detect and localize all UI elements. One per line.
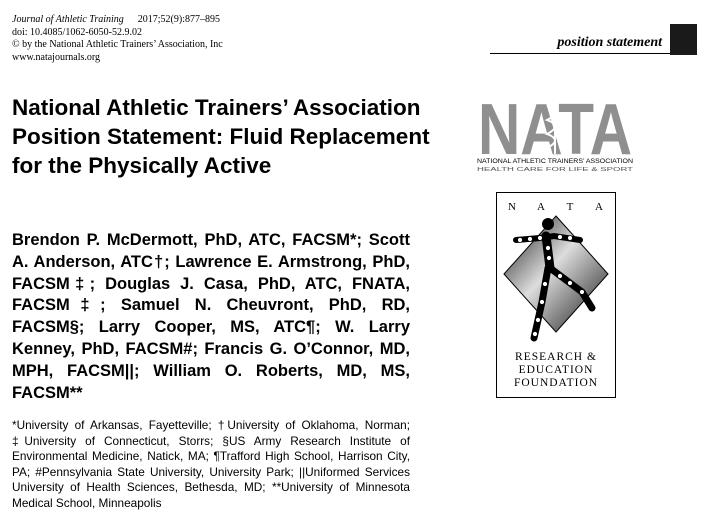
foundation-line-3: FOUNDATION <box>513 377 599 389</box>
nata-logo-org-name: NATIONAL ATHLETIC TRAINERS’ ASSOCIATION <box>477 158 634 165</box>
journal-meta <box>12 14 223 64</box>
nata-logo-letters: NATA <box>478 92 632 170</box>
copyright: © by the National Athletic Trainers’ Association, Inc <box>12 39 223 50</box>
nata-logo-tagline: HEALTH CARE FOR LIFE & SPORT <box>477 167 633 172</box>
journal-name: Journal of Athletic Training <box>12 14 124 25</box>
foundation-letter-n: N <box>508 201 516 213</box>
nata-logo <box>475 92 635 172</box>
foundation-line-2: EDUCATION <box>518 364 594 376</box>
article-title: National Athletic Trainers’ Association Position Statement: Fluid Replacement for the Physically Active <box>12 95 430 178</box>
affiliations: *University of Arkansas, Fayetteville; †University of Oklahoma, Norman; ‡University of Connecticut, Storrs; §US Army Research Institute of Environmental Medicine, Natick, MA; ¶Trafford High School, Harrison City, PA; #Pennsylvania State University, University Park; ||Uniformed Services University of Health Sciences, Bethesda, MD; **University of Minnesota Medical School, Minneapolis <box>12 418 410 510</box>
foundation-letter-a1: A <box>537 201 545 213</box>
foundation-letter-t: T <box>566 201 574 213</box>
author-list: Brendon P. McDermott, PhD, ATC, FACSM*; Scott A. Anderson, ATC†; Lawrence E. Armstrong, PhD, FACSM‡; Douglas J. Casa, PhD, ATC, FNATA, FACSM‡; Samuel N. Cheuvront, PhD, RD, FACSM§; Larry Cooper, MS, ATC¶; W. Larry Kenney, PhD, FACSM#; Francis G. O’Connor, MD, MPH, FACSM||; William O. Roberts, MD, MS, FACSM** <box>12 231 410 402</box>
foundation-logo <box>496 192 616 398</box>
website[interactable]: www.natajournals.org <box>12 51 101 63</box>
doi[interactable]: doi: 10.4085/1062-6050-52.9.02 <box>12 26 142 38</box>
foundation-line-1: RESEARCH & <box>515 351 597 363</box>
journal-citation: 2017;52(9):877–895 <box>137 14 220 25</box>
section-label: position statement <box>490 34 670 54</box>
foundation-letter-a2: A <box>595 201 603 213</box>
section-marker-block <box>670 24 697 55</box>
